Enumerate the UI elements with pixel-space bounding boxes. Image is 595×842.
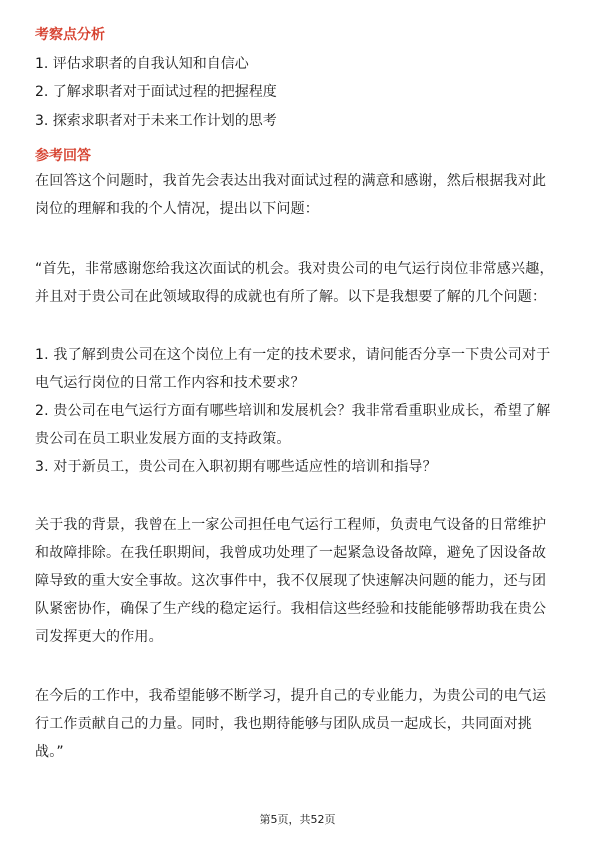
paragraph-line: 2. 贵公司在电气运行方面有哪些培训和发展机会？我非常看重职业成长，希望了解 <box>35 403 551 419</box>
paragraph-line: 行工作贡献自己的力量。同时，我也期待能够与团队成员一起成长，共同面对挑 <box>35 716 532 732</box>
paragraph-line: 1. 我了解到贵公司在这个岗位上有一定的技术要求，请问能否分享一下贵公司对于 <box>35 347 551 363</box>
paragraph-background <box>35 511 563 651</box>
list-item: 3. 探索求职者对于未来工作计划的思考 <box>35 113 277 129</box>
section-heading-reference-answer: 参考回答 <box>35 148 91 164</box>
paragraph-opening-quote <box>35 255 563 311</box>
paragraph-questions <box>35 341 563 481</box>
paragraph-line: 岗位的理解和我的个人情况，提出以下问题： <box>35 201 319 217</box>
paragraph-line: 和故障排除。在我任职期间，我曾成功处理了一起紧急设备故障，避免了因设备故 <box>35 545 547 561</box>
paragraph-intro <box>35 167 563 223</box>
paragraph-line: 电气运行岗位的日常工作内容和技术要求？ <box>35 375 305 391</box>
paragraph-line: 关于我的背景，我曾在上一家公司担任电气运行工程师，负责电气设备的日常维护 <box>35 517 547 533</box>
paragraph-line: 队紧密协作，确保了生产线的稳定运行。我相信这些经验和技能能够帮助我在贵公 <box>35 601 547 617</box>
paragraph-line: 在今后的工作中，我希望能够不断学习，提升自己的专业能力，为贵公司的电气运 <box>35 688 547 704</box>
page-number: 第5页，共52页 <box>259 813 336 826</box>
list-item: 2. 了解求职者对于面试过程的把握程度 <box>35 84 277 100</box>
paragraph-line: 战。” <box>35 744 64 760</box>
paragraph-line: 司发挥更大的作用。 <box>35 629 163 645</box>
paragraph-line: 贵公司在员工职业发展方面的支持政策。 <box>35 431 291 447</box>
paragraph-line: 在回答这个问题时，我首先会表达出我对面试过程的满意和感谢，然后根据我对此 <box>35 173 547 189</box>
paragraph-line: 障导致的重大安全事故。这次事件中，我不仅展现了快速解决问题的能力，还与团 <box>35 573 547 589</box>
paragraph-closing <box>35 682 563 766</box>
paragraph-line: 并且对于贵公司在此领域取得的成就也有所了解。以下是我想要了解的几个问题： <box>35 289 547 305</box>
section-heading-analysis: 考察点分析 <box>35 27 105 43</box>
list-item: 1. 评估求职者的自我认知和自信心 <box>35 56 249 72</box>
paragraph-line: 3. 对于新员工，贵公司在入职初期有哪些适应性的培训和指导？ <box>35 459 437 475</box>
paragraph-line: “首先，非常感谢您给我这次面试的机会。我对贵公司的电气运行岗位非常感兴趣， <box>35 261 554 277</box>
